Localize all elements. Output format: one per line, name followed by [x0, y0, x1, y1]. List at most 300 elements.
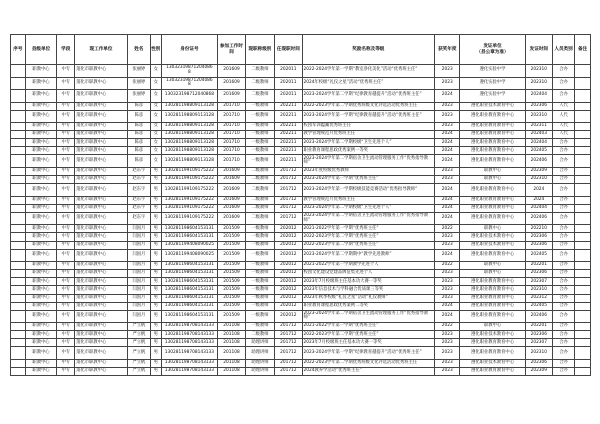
- id-cell: 130281198809113128: [161, 102, 218, 110]
- header-unit: 县级单位: [25, 35, 57, 65]
- unit-cell: 职教中心: [25, 147, 57, 155]
- name-cell: 闫国月: [127, 286, 150, 294]
- cert-time-cell: 202307: [525, 278, 552, 286]
- remark-cell: [575, 310, 591, 323]
- name-cell: 严立帆: [127, 331, 150, 339]
- name-cell: 陈彦: [127, 155, 150, 168]
- table-row: [11, 331, 591, 339]
- remark-cell: [575, 270, 591, 278]
- no-cell: [11, 310, 26, 323]
- header-award: 奖励名称及等级: [302, 35, 435, 65]
- name-cell: 陈彦: [127, 102, 150, 110]
- stage-cell: 中专: [57, 196, 75, 204]
- table-row: [11, 65, 591, 78]
- table-row: [11, 368, 591, 376]
- year-cell: 2024: [435, 196, 460, 204]
- cert-time-cell: 202406: [525, 310, 552, 323]
- no-cell: [11, 359, 26, 367]
- cert-time-cell: 202310: [525, 286, 552, 294]
- no-cell: [11, 368, 26, 376]
- year-cell: 2022: [435, 225, 460, 233]
- staff-type-cell: 合办: [553, 184, 575, 197]
- school-cell: 蓬化市职教中心: [75, 323, 128, 331]
- staff-type-cell: 合办: [553, 270, 575, 278]
- stage-cell: 中专: [57, 241, 75, 249]
- title-time-cell: 202011: [275, 77, 302, 90]
- no-cell: [11, 286, 26, 294]
- school-cell: 蓬化市职教中心: [75, 233, 128, 241]
- unit-cell: 职教中心: [25, 323, 57, 331]
- work-time-cell: 201609: [218, 196, 245, 204]
- title-time-cell: 202012: [275, 262, 302, 270]
- remark-cell: [575, 123, 591, 131]
- issuer-cell: 遵化职业教育教育中心: [460, 249, 525, 262]
- id-cell: 130281198708143133: [161, 359, 218, 367]
- id-cell: 130281198708143133: [161, 368, 218, 376]
- title-cell: 一级教师: [245, 139, 274, 147]
- remark-cell: [575, 196, 591, 204]
- staff-type-cell: 合办: [553, 302, 575, 310]
- title-time-cell: 201712: [275, 359, 302, 367]
- award-cell: 2021-2022学年第一学期“优秀班主任”: [302, 323, 435, 331]
- unit-cell: 职教中心: [25, 131, 57, 139]
- school-cell: 蓬化市职教中心: [75, 225, 128, 233]
- title-time-cell: 202012: [275, 233, 302, 241]
- table-row: [11, 278, 591, 286]
- issuer-cell: 遵化职业教育教育中心: [460, 302, 525, 310]
- sex-cell: 女: [150, 65, 161, 78]
- stage-cell: 中专: [57, 331, 75, 339]
- title-time-cell: 202211: [275, 102, 302, 110]
- year-cell: 2023: [435, 77, 460, 90]
- issuer-cell: 遵化职业教育教育中心: [460, 155, 525, 168]
- school-cell: 蓬化市职教中心: [75, 331, 128, 339]
- remark-cell: [575, 102, 591, 110]
- table-row: [11, 196, 591, 204]
- stage-cell: 中专: [57, 65, 75, 78]
- award-cell: 2023-2024学年第二学期“纪律教育越提升”活动“优秀班主任”: [302, 90, 435, 103]
- cert-time-cell: 202404: [525, 90, 552, 103]
- sex-cell: 女: [150, 139, 161, 147]
- stage-cell: 中专: [57, 233, 75, 241]
- year-cell: 2024: [435, 204, 460, 212]
- unit-cell: 职教中心: [25, 155, 57, 168]
- issuer-cell: 职教中心: [460, 225, 525, 233]
- year-cell: 2024: [435, 302, 460, 310]
- year-cell: 2024: [435, 212, 460, 225]
- issuer-cell: 遵化职业教育教育中心: [460, 204, 525, 212]
- award-table: [10, 34, 591, 376]
- cert-time-cell: 202306: [525, 331, 552, 339]
- table-row: [11, 167, 591, 175]
- name-cell: 赵东宇: [127, 196, 150, 204]
- year-cell: 2023: [435, 339, 460, 347]
- unit-cell: 职教中心: [25, 347, 57, 360]
- stage-cell: 中专: [57, 302, 75, 310]
- work-time-cell: 201509: [218, 302, 245, 310]
- work-time-cell: 201710: [218, 123, 245, 131]
- school-cell: 蓬化市职教中心: [75, 339, 128, 347]
- header-cert-time: 发证时间: [525, 35, 552, 65]
- school-cell: 蓬化市职教中心: [75, 110, 128, 123]
- year-cell: 2023: [435, 359, 460, 367]
- table-row: [11, 241, 591, 249]
- school-cell: 蓬化市职教中心: [75, 278, 128, 286]
- no-cell: [11, 212, 26, 225]
- id-cell: 13032319871204086 8: [161, 77, 218, 90]
- header-name: 姓名: [127, 35, 150, 65]
- title-cell: 一级教师: [245, 233, 274, 241]
- year-cell: 2023: [435, 176, 460, 184]
- school-cell: 蓬化市职教中心: [75, 176, 128, 184]
- unit-cell: 职教中心: [25, 262, 57, 270]
- name-cell: 赵东宇: [127, 176, 150, 184]
- issuer-cell: 遵化职业教育教育中心: [460, 147, 525, 155]
- sex-cell: 男: [150, 249, 161, 262]
- id-cell: 130281198809113128: [161, 155, 218, 168]
- work-time-cell: 201509: [218, 310, 245, 323]
- remark-cell: [575, 241, 591, 249]
- cert-time-cell: 202403: [525, 131, 552, 139]
- stage-cell: 中专: [57, 294, 75, 302]
- stage-cell: 中专: [57, 270, 75, 278]
- award-cell: 教学管理规范月优秀班主任: [302, 131, 435, 139]
- title-time-cell: 201712: [275, 204, 302, 212]
- no-cell: [11, 167, 26, 175]
- cert-time-cell: 2024: [525, 184, 552, 197]
- school-cell: 蓬化市职教中心: [75, 347, 128, 360]
- staff-type-cell: 合办: [553, 176, 575, 184]
- unit-cell: 职教中心: [25, 225, 57, 233]
- award-register-sheet: [10, 34, 591, 376]
- header-stage: 学段: [57, 35, 75, 65]
- title-time-cell: 201712: [275, 167, 302, 175]
- sex-cell: 男: [150, 294, 161, 302]
- name-cell: 闫国月: [127, 302, 150, 310]
- work-time-cell: 201609: [218, 204, 245, 212]
- sex-cell: 女: [150, 123, 161, 131]
- cert-time-cell: 202310: [525, 77, 552, 90]
- work-time-cell: 201108: [218, 359, 245, 367]
- table-row: [11, 339, 591, 347]
- year-cell: 2023: [435, 270, 460, 278]
- title-cell: 助理讲师: [245, 359, 274, 367]
- award-cell: 2023-2024学年第二学期期中“教学先进教师”: [302, 249, 435, 262]
- table-row: [11, 294, 591, 302]
- id-cell: 130281198604153131: [161, 294, 218, 302]
- year-cell: 2023: [435, 278, 460, 286]
- award-cell: 2022-2023学年第二学期“优秀班主任”: [302, 331, 435, 339]
- header-id: 身份证号: [161, 35, 218, 65]
- no-cell: [11, 204, 26, 212]
- issuer-cell: 职教中心: [460, 262, 525, 270]
- unit-cell: 职教中心: [25, 110, 57, 123]
- unit-cell: 职教中心: [25, 233, 57, 241]
- work-time-cell: 201710: [218, 139, 245, 147]
- table-row: [11, 270, 591, 278]
- remark-cell: [575, 139, 591, 147]
- staff-type-cell: 合办: [553, 347, 575, 360]
- issuer-cell: 遵化职业技术教育中心: [460, 241, 525, 249]
- issuer-cell: 遵化职业教育教育中心: [460, 286, 525, 294]
- no-cell: [11, 331, 26, 339]
- title-cell: 二级教师: [245, 184, 274, 197]
- work-time-cell: 201509: [218, 225, 245, 233]
- cert-time-cell: 202404: [525, 204, 552, 212]
- unit-cell: 职教中心: [25, 184, 57, 197]
- title-time-cell: 201712: [275, 331, 302, 339]
- staff-type-cell: 合办: [553, 331, 575, 339]
- title-cell: 二级教师: [245, 204, 274, 212]
- school-cell: 蓬化市职教中心: [75, 204, 128, 212]
- sex-cell: 男: [150, 212, 161, 225]
- sex-cell: 男: [150, 286, 161, 294]
- cert-time-cell: 202201: [525, 262, 552, 270]
- unit-cell: 职教中心: [25, 90, 57, 103]
- no-cell: [11, 90, 26, 103]
- staff-type-cell: 合办: [553, 65, 575, 78]
- issuer-cell: 职教中心: [460, 167, 525, 175]
- name-cell: 严立帆: [127, 339, 150, 347]
- work-time-cell: 201609: [218, 65, 245, 78]
- cert-time-cell: 202406: [525, 212, 552, 225]
- sex-cell: 男: [150, 368, 161, 376]
- award-cell: 2021-2022学年第一学期“优秀班主任”: [302, 225, 435, 233]
- work-time-cell: 201710: [218, 102, 245, 110]
- remark-cell: [575, 110, 591, 123]
- stage-cell: 中专: [57, 286, 75, 294]
- unit-cell: 职教中心: [25, 77, 57, 90]
- work-time-cell: 201108: [218, 339, 245, 347]
- cert-time-cell: 202405: [525, 302, 552, 310]
- no-cell: [11, 184, 26, 197]
- remark-cell: [575, 286, 591, 294]
- header-work-time: 参加工作时间: [218, 35, 245, 65]
- table-row: [11, 102, 591, 110]
- staff-type-cell: 合办: [553, 286, 575, 294]
- id-cell: 130323198712040868: [161, 90, 218, 103]
- issuer-cell: 遵化职业教育教育中心: [460, 123, 525, 131]
- id-cell: 130281198809113128: [161, 123, 218, 131]
- award-cell: 校园文化建设党建品牌征集先进个人: [302, 270, 435, 278]
- school-cell: 蓬化市职教中心: [75, 368, 128, 376]
- id-cell: 130281198604153131: [161, 302, 218, 310]
- sex-cell: 男: [150, 262, 161, 270]
- sex-cell: 男: [150, 323, 161, 331]
- year-cell: 2022: [435, 262, 460, 270]
- work-time-cell: 201108: [218, 368, 245, 376]
- title-cell: 一级教师: [245, 123, 274, 131]
- remark-cell: [575, 176, 591, 184]
- table-row: [11, 249, 591, 262]
- table-header-row: [11, 35, 591, 65]
- school-cell: 蓬化市职教中心: [75, 241, 128, 249]
- unit-cell: 职教中心: [25, 102, 57, 110]
- sex-cell: 女: [150, 90, 161, 103]
- table-row: [11, 131, 591, 139]
- title-time-cell: 202211: [275, 155, 302, 168]
- award-cell: 教学管理规范月优秀班主任: [302, 196, 435, 204]
- name-cell: 张丽婷: [127, 65, 150, 78]
- id-cell: 13032319871204086 8: [161, 65, 218, 78]
- year-cell: 2024: [435, 90, 460, 103]
- id-cell: 130281199109175222: [161, 196, 218, 204]
- award-cell: 2023年秋季校级“礼仪之星”活动“礼仪教师”: [302, 294, 435, 302]
- name-cell: 闫国月: [127, 270, 150, 278]
- work-time-cell: 201710: [218, 147, 245, 155]
- unit-cell: 职教中心: [25, 331, 57, 339]
- id-cell: 130281198809113128: [161, 131, 218, 139]
- issuer-cell: 遵化职业教育教育中心: [460, 196, 525, 204]
- title-time-cell: 201712: [275, 176, 302, 184]
- award-cell: 2023年度校级优秀教师: [302, 167, 435, 175]
- header-title: 现职称级别: [245, 35, 274, 65]
- work-time-cell: 201509: [218, 233, 245, 241]
- title-time-cell: 202211: [275, 110, 302, 123]
- issuer-cell: 遵化职业教育教育中心: [460, 294, 525, 302]
- unit-cell: 职教中心: [25, 302, 57, 310]
- year-cell: 2023: [435, 294, 460, 302]
- unit-cell: 职教中心: [25, 339, 57, 347]
- name-cell: 严立帆: [127, 347, 150, 360]
- sex-cell: 男: [150, 347, 161, 360]
- remark-cell: [575, 184, 591, 197]
- title-cell: 一级教师: [245, 302, 274, 310]
- name-cell: 闫国月: [127, 294, 150, 302]
- cert-time-cell: 202405: [525, 147, 552, 155]
- stage-cell: 中专: [57, 368, 75, 376]
- work-time-cell: 201509: [218, 241, 245, 249]
- table-row: [11, 323, 591, 331]
- id-cell: 130281198708143133: [161, 347, 218, 360]
- no-cell: [11, 131, 26, 139]
- cert-time-cell: 202310: [525, 65, 552, 78]
- title-cell: 一级教师: [245, 110, 274, 123]
- staff-type-cell: 合办: [553, 167, 575, 175]
- title-time-cell: 201712: [275, 212, 302, 225]
- staff-type-cell: 合办: [553, 147, 575, 155]
- unit-cell: 职教中心: [25, 294, 57, 302]
- issuer-cell: 遵化职业教育教育中心: [460, 310, 525, 323]
- name-cell: 闫国月: [127, 225, 150, 233]
- stage-cell: 中专: [57, 212, 75, 225]
- header-issuer-line1: 发证单位: [483, 43, 502, 49]
- name-cell: 陈彦: [127, 123, 150, 131]
- school-cell: 蓬化市职教中心: [75, 155, 128, 168]
- id-cell: 130281198708143133: [161, 323, 218, 331]
- issuer-cell: 职教中心: [460, 270, 525, 278]
- school-cell: 蓬化市职教中心: [75, 184, 128, 197]
- remark-cell: [575, 212, 591, 225]
- award-cell: 2023-2024学年第一学期“优秀班主任”: [302, 176, 435, 184]
- remark-cell: [575, 77, 591, 90]
- cert-time-cell: 202309: [525, 368, 552, 376]
- school-cell: 蓬化市职教中心: [75, 167, 128, 175]
- header-staff-type: 人员类别: [553, 35, 575, 65]
- no-cell: [11, 294, 26, 302]
- cert-time-cell: 202309: [525, 167, 552, 175]
- sex-cell: 男: [150, 233, 161, 241]
- stage-cell: 中专: [57, 123, 75, 131]
- unit-cell: 职教中心: [25, 286, 57, 294]
- year-cell: 2024: [435, 131, 460, 139]
- id-cell: 130281198604153131: [161, 233, 218, 241]
- sex-cell: 男: [150, 204, 161, 212]
- title-cell: 二级教师: [245, 331, 274, 339]
- id-cell: 130281198604153131: [161, 286, 218, 294]
- header-issuer: [460, 35, 525, 65]
- title-cell: 一级教师: [245, 323, 274, 331]
- work-time-cell: 201710: [218, 155, 245, 168]
- school-cell: 蓬化市职教中心: [75, 294, 128, 302]
- year-cell: 2024: [435, 184, 460, 197]
- name-cell: 闫国月: [127, 262, 150, 270]
- award-cell: 2023-2024学年第一学期校级技能竞赛活动“优秀指导教师”: [302, 184, 435, 197]
- sex-cell: 男: [150, 176, 161, 184]
- staff-type-cell: 合办: [553, 233, 575, 241]
- title-cell: 一级教师: [245, 278, 274, 286]
- no-cell: [11, 77, 26, 90]
- name-cell: 陈彦: [127, 139, 150, 147]
- award-cell: 2023-2024学年第二学期校级“卫生先进个人”: [302, 139, 435, 147]
- id-cell: 130281198604153131: [161, 278, 218, 286]
- school-cell: 蓬化市职教中心: [75, 90, 128, 103]
- cert-time-cell: 202312: [525, 294, 552, 302]
- remark-cell: [575, 233, 591, 241]
- header-sex: 性别: [150, 35, 161, 65]
- name-cell: 张丽婷: [127, 77, 150, 90]
- work-time-cell: 201609: [218, 77, 245, 90]
- table-row: [11, 204, 591, 212]
- year-cell: 2024: [435, 147, 460, 155]
- sex-cell: 女: [150, 110, 161, 123]
- no-cell: [11, 176, 26, 184]
- sex-cell: 男: [150, 241, 161, 249]
- title-time-cell: 201712: [275, 196, 302, 204]
- table-row: [11, 347, 591, 360]
- unit-cell: 职教中心: [25, 139, 57, 147]
- id-cell: 130281199109175222: [161, 212, 218, 225]
- staff-type-cell: 合办: [553, 262, 575, 270]
- staff-type-cell: 人代: [553, 102, 575, 110]
- no-cell: [11, 249, 26, 262]
- name-cell: 陈彦: [127, 110, 150, 123]
- unit-cell: 职教中心: [25, 368, 57, 376]
- header-issuer-line2: （县公章为准）: [476, 49, 509, 55]
- issuer-cell: 遵化职业技术教育中心: [460, 359, 525, 367]
- header-remark: 备注: [575, 35, 591, 65]
- name-cell: 赵东宇: [127, 184, 150, 197]
- title-time-cell: 202012: [275, 270, 302, 278]
- id-cell: 130281198604153131: [161, 225, 218, 233]
- id-cell: 130281199109175222: [161, 176, 218, 184]
- id-cell: 130281198604153131: [161, 310, 218, 323]
- name-cell: 严立帆: [127, 368, 150, 376]
- staff-type-cell: 合办: [553, 368, 575, 376]
- name-cell: 闫国月: [127, 278, 150, 286]
- sex-cell: 女: [150, 77, 161, 90]
- name-cell: 严立帆: [127, 323, 150, 331]
- header-school: 现工作单位: [75, 35, 128, 65]
- table-row: [11, 90, 591, 103]
- remark-cell: [575, 204, 591, 212]
- table-row: [11, 225, 591, 233]
- title-cell: 助理讲师: [245, 339, 274, 347]
- unit-cell: 职教中心: [25, 249, 57, 262]
- remark-cell: [575, 65, 591, 78]
- cert-time-cell: 202310: [525, 110, 552, 123]
- id-cell: 130281198708143133: [161, 339, 218, 347]
